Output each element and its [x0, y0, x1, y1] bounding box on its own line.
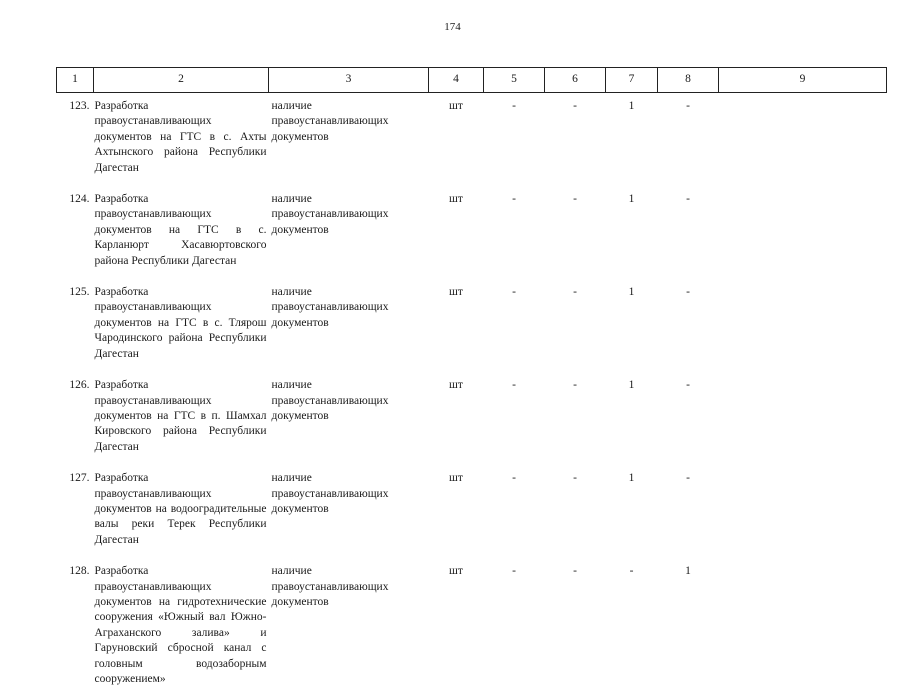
- value-cell-7: -: [606, 556, 658, 695]
- value-cell-9: [719, 556, 887, 695]
- header-col-1: 1: [57, 68, 94, 93]
- indicator-name: наличие правоустанавливающих документов: [269, 277, 429, 370]
- table-row: [57, 556, 887, 695]
- value-cell-9: [719, 184, 887, 277]
- row-number: 128.: [57, 556, 94, 695]
- value-cell-5: -: [484, 277, 545, 370]
- measure-name: Разработка правоустанавливающих документов на водооградительные валы реки Терек Республики Дагестан: [94, 463, 269, 556]
- measure-name: Разработка правоустанавливающих документов на ГТС в с. Ахты Ахтынского района Республики Дагестан: [94, 93, 269, 185]
- value-cell-6: -: [545, 556, 606, 695]
- page-number: 174: [0, 21, 905, 33]
- table-row: [57, 93, 887, 185]
- header-col-7: 7: [606, 68, 658, 93]
- value-cell-6: -: [545, 370, 606, 463]
- value-cell-9: [719, 370, 887, 463]
- value-cell-8: -: [658, 277, 719, 370]
- value-cell-8: -: [658, 370, 719, 463]
- value-cell-7: 1: [606, 277, 658, 370]
- header-col-2: 2: [94, 68, 269, 93]
- unit-cell: шт: [429, 184, 484, 277]
- value-cell-7: 1: [606, 463, 658, 556]
- header-col-8: 8: [658, 68, 719, 93]
- document-table: [56, 67, 887, 695]
- table-header: [57, 68, 887, 93]
- indicator-name: наличие правоустанавливающих документов: [269, 93, 429, 185]
- value-cell-5: -: [484, 184, 545, 277]
- value-cell-8: 1: [658, 556, 719, 695]
- value-cell-8: -: [658, 184, 719, 277]
- row-number: 127.: [57, 463, 94, 556]
- value-cell-6: -: [545, 184, 606, 277]
- row-number: 123.: [57, 93, 94, 185]
- indicator-name: наличие правоустанавливающих документов: [269, 370, 429, 463]
- value-cell-6: -: [545, 277, 606, 370]
- value-cell-5: -: [484, 93, 545, 185]
- table-row: [57, 184, 887, 277]
- unit-cell: шт: [429, 370, 484, 463]
- table-row: [57, 370, 887, 463]
- value-cell-6: -: [545, 463, 606, 556]
- measure-name: Разработка правоустанавливающих документов на ГТС в с. Тлярош Чародинского района Республики Дагестан: [94, 277, 269, 370]
- value-cell-8: -: [658, 463, 719, 556]
- unit-cell: шт: [429, 463, 484, 556]
- indicator-name: наличие правоустанавливающих документов: [269, 463, 429, 556]
- table-body: [57, 93, 887, 695]
- table-row: [57, 463, 887, 556]
- value-cell-8: -: [658, 93, 719, 185]
- indicator-name: наличие правоустанавливающих документов: [269, 184, 429, 277]
- value-cell-5: -: [484, 463, 545, 556]
- header-row: [57, 68, 887, 93]
- value-cell-7: 1: [606, 184, 658, 277]
- measure-name: Разработка правоустанавливающих документов на ГТС в с. Карланюрт Хасавюртовского района Республики Дагестан: [94, 184, 269, 277]
- header-col-9: 9: [719, 68, 887, 93]
- value-cell-6: -: [545, 93, 606, 185]
- table-row: [57, 277, 887, 370]
- header-col-6: 6: [545, 68, 606, 93]
- value-cell-7: 1: [606, 93, 658, 185]
- row-number: 126.: [57, 370, 94, 463]
- unit-cell: шт: [429, 556, 484, 695]
- row-number: 124.: [57, 184, 94, 277]
- value-cell-9: [719, 463, 887, 556]
- value-cell-9: [719, 277, 887, 370]
- measure-name: Разработка правоустанавливающих документов на гидротехнические сооружения «Южный вал Южно-Аграханского залива» и Гаруновский сбросной канал с головным водозаборным сооружением»: [94, 556, 269, 695]
- unit-cell: шт: [429, 277, 484, 370]
- value-cell-7: 1: [606, 370, 658, 463]
- unit-cell: шт: [429, 93, 484, 185]
- value-cell-5: -: [484, 370, 545, 463]
- header-col-3: 3: [269, 68, 429, 93]
- row-number: 125.: [57, 277, 94, 370]
- value-cell-9: [719, 93, 887, 185]
- indicator-name: наличие правоустанавливающих документов: [269, 556, 429, 695]
- header-col-4: 4: [429, 68, 484, 93]
- value-cell-5: -: [484, 556, 545, 695]
- header-col-5: 5: [484, 68, 545, 93]
- measure-name: Разработка правоустанавливающих документов на ГТС в п. Шамхал Кировского района Республики Дагестан: [94, 370, 269, 463]
